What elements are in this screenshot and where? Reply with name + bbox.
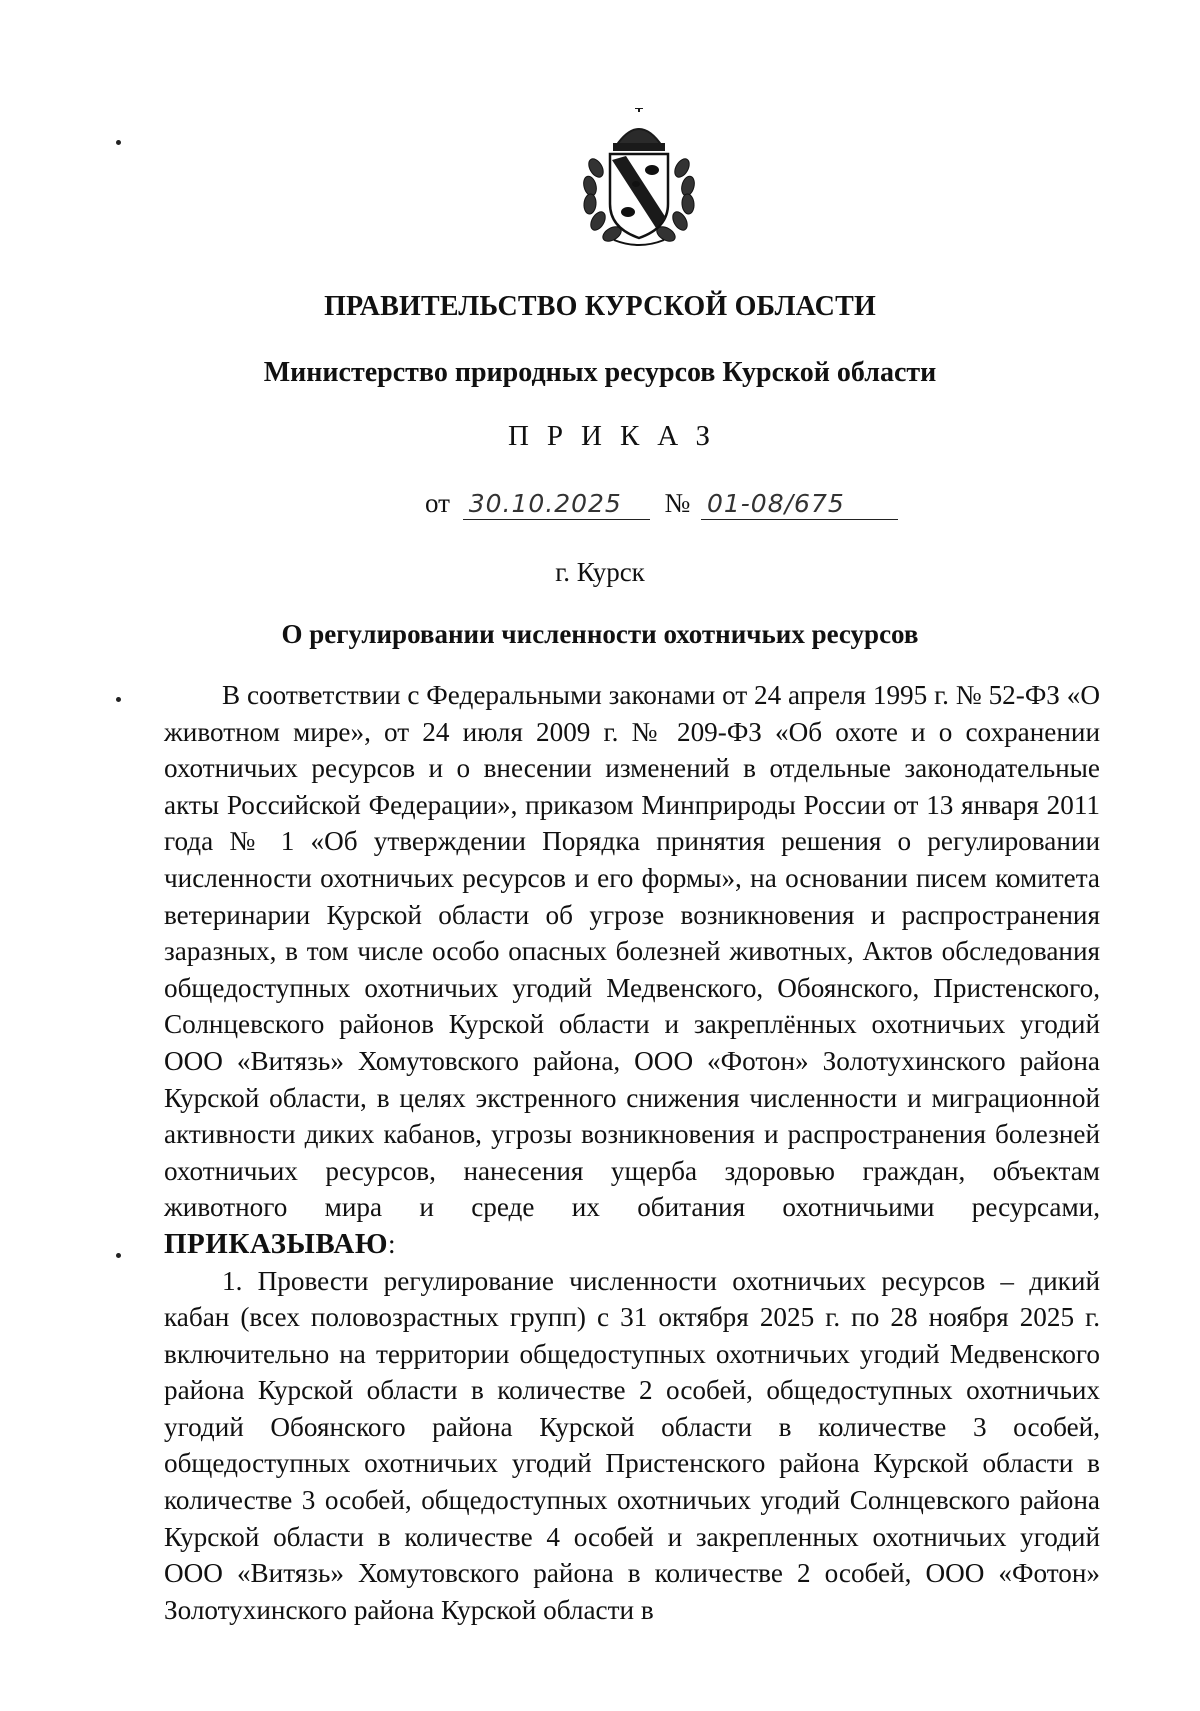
scan-mark — [116, 697, 121, 702]
item-1-paragraph: 1. Провести регулирование численности охотничьих ресурсов – дикий кабан (всех половозрастных групп) с 31 октября 2025 г. по 28 ноября 2025 г. включительно на территории общедоступных охотничьих угодий Медвенского района Курской области в количестве 2 особей, общедоступных охотничьих угодий Обоянского района Курской области в количестве 3 особей, общедоступных охотничьих угодий Пристенского района Курской области в количестве 3 особей, общедоступных охотничьих угодий Солнцевского района Курской области в количестве 4 особей и закрепленных охотничьих угодий ООО «Витязь» Хомутовского района в количестве 2 особей, ООО «Фотон» Золотухинского района Курской области в — [164, 1265, 1100, 1625]
government-title: ПРАВИТЕЛЬСТВО КУРСКОЙ ОБЛАСТИ — [324, 291, 876, 322]
orders-keyword: ПРИКАЗЫВАЮ — [164, 1227, 388, 1260]
ministry-title: Министерство природных ресурсов Курской области — [263, 357, 937, 388]
number-label: № — [664, 488, 691, 518]
document-subject: О регулировании численности охотничьих ресурсов — [281, 619, 919, 649]
document-type-title: ПРИКАЗ — [507, 420, 729, 452]
order-date-number-line — [425, 488, 898, 520]
scan-mark — [116, 1253, 121, 1258]
city-line: г. Курск — [555, 557, 645, 587]
preamble-paragraph — [164, 677, 1100, 1263]
preamble-text: В соответствии с Федеральными законами от 24 апреля 1995 г. № 52-ФЗ «О животном мире», от 24 июля 2009 г. № 209-ФЗ «Об охоте и о сохранении охотничьих ресурсов и о внесении изменений в отдельные законодательные акты Российской Федерации», приказом Минприроды России от 13 января 2011 года № 1 «Об утверждении Порядка принятия решения о регулировании численности охотничьих ресурсов и его формы», на основании писем комитета ветеринарии Курской области об угрозе возникновения и распространения заразных, в том числе особо опасных болезней животных, Актов обследования общедоступных охотничьих угодий Медвенского, Обоянского, Пристенского, Солнцевского районов Курской области и закреплённых охотничьих угодий ООО «Витязь» Хомутовского района, ООО «Фотон» Золотухинского района Курской области, в целях экстренного снижения численности и миграционной активности диких кабанов, угрозы возникновения и распространения болезней охотничьих ресурсов, нанесения ущерба здоровью граждан, объектам животного мира и среде их обитания охотничьими ресурсами, — [164, 680, 1100, 1223]
document-body — [164, 677, 1100, 1628]
coat-of-arms-icon — [574, 108, 704, 248]
handwritten-order-number: 01-08/675 — [701, 489, 898, 520]
orders-colon: : — [387, 1228, 396, 1259]
scan-mark — [116, 140, 121, 145]
handwritten-date: 30.10.2025 — [463, 489, 650, 520]
date-label: от — [425, 488, 450, 518]
